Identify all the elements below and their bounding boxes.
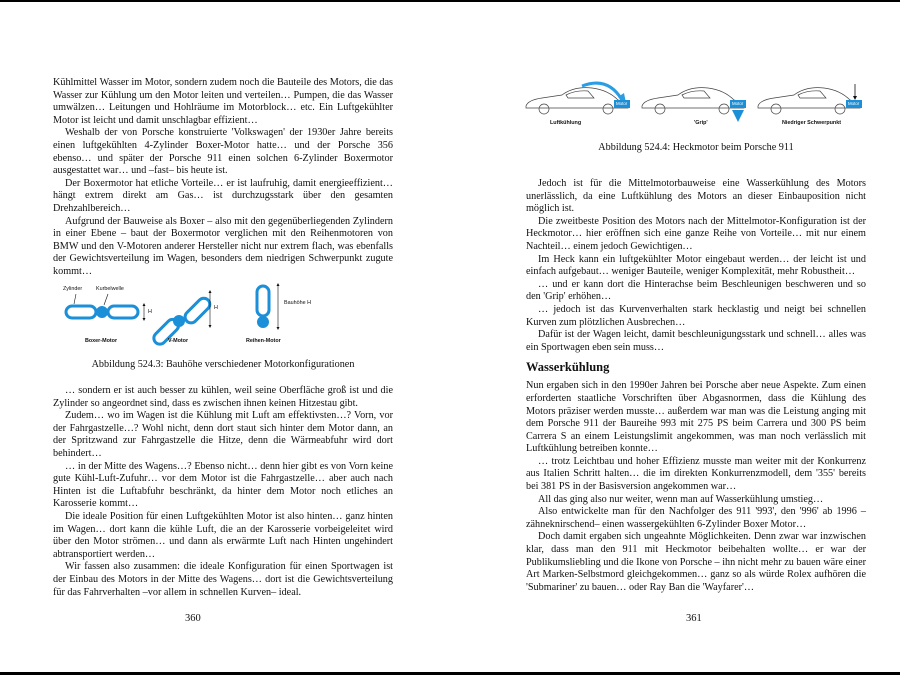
- boxer-label: Boxer-Motor: [85, 338, 118, 344]
- engine-configuration-figure: [60, 282, 390, 350]
- reihen-motor-label: Reihen-Motor: [246, 338, 281, 344]
- paragraph: Also entwickelte man für den Nachfolger des 911 '993', den '996' ab 1996 –zähneknirschend– einen wassergekühlten 6-Zylinder Boxer Motor…: [526, 506, 866, 530]
- boxer-cylinder-left: [66, 306, 96, 318]
- page-number: 360: [185, 613, 201, 624]
- figure-caption: Abbildung 524.3: Bauhöhe verschiedener Motorkonfigurationen: [91, 359, 355, 370]
- paragraph: Die ideale Position für einen Luftgekühlten Motor ist also hinten… ganz hinten im Wagen… dort kann die kühle Luft, die an der Karosserie vorbeigeleitet wird über den Motor strömen… und dann als erwärmte Luft nach Hinten ungehindert abtransportiert werden…: [53, 510, 393, 560]
- paragraph: All das ging also nur weiter, wenn man auf Wasserkühlung umstieg…: [538, 493, 824, 505]
- car-outline-1: [526, 88, 628, 114]
- inline-cylinder: [257, 286, 269, 316]
- car-outline-3: [758, 88, 860, 114]
- schwerpunkt-label: Niedriger Schwerpunkt: [782, 120, 842, 126]
- paragraph: Der Boxermotor hat etliche Vorteile… er ist laufruhig, damit energieeffizient… hängt extrem direkt am Gas… ist durchzugsstark über den gesamten Drehzahlbereich…: [53, 177, 393, 214]
- motor-label: Motor: [848, 101, 860, 106]
- car-outline-2: [642, 88, 744, 114]
- figure-caption: Abbildung 524.4: Heckmotor beim Porsche 911: [598, 142, 794, 153]
- paragraph: Nun ergaben sich in den 1990er Jahren bei Porsche aber neue Aspekte. Zum einen erforderten staatliche Vorschriften über Abgasnormen, dass die Kühlung des Motors präziser werden musste… außerdem war man was die Leistung anging mit dem Porsche 911 der Baureihe 993 mit 275 PS beim Carrera und 300 PS beim Carrera S an einem Leistungslimit angekommen, was man noch verlässlich mit Luftkühlung betreiben konnte…: [526, 380, 866, 455]
- motor-label: Motor: [616, 101, 628, 106]
- grip-arrow: [732, 110, 744, 122]
- left-text-block-2: [53, 385, 393, 599]
- heckmotor-figure: [522, 78, 870, 130]
- right-page: [450, 0, 900, 675]
- paragraph: Kühlmittel Wasser im Motor, sondern zudem noch die Bauteile des Motors, die das Wasser zur Kühlung um den Motor leiten und verteilen… Pumpen, die das Wasser umwälzen… Leitungen und Hohlräume im Motorblock… etc. Ein Luftgekühlter Motor ist leicht und damit unschlagbar effizient…: [53, 77, 393, 126]
- height-label: H: [148, 309, 152, 315]
- paragraph: … und er kann dort die Hinterachse beim Beschleunigen beschweren und so den 'Grip' erhöhen…: [526, 278, 866, 303]
- paragraph: Dafür ist der Wagen leicht, damit beschleunigungsstark und schnell… alles was ein Sportwagen eben sein muss…: [526, 329, 866, 353]
- paragraph: … trotz Leichtbau und hoher Effizienz musste man weiter mit der Konkurrenz aus Italien Schritt halten… die im direkten Konkurrenzmodell, dem '355' bereits bei 381 PS in der Basisversion angekommen war…: [526, 455, 866, 493]
- v-motor-label: V-Motor: [168, 338, 189, 344]
- paragraph: Weshalb der von Porsche konstruierte 'Volkswagen' der 1930er Jahre bereits einen luftgekühlten 4-Zylinder Boxer-Motor hatte… und der Porsche 356 ebenso… und später der Porsche 911 einen solchen 6-Zylinder Boxermotor ausgestattet war… und –fast– bis heute ist.: [53, 127, 393, 177]
- paragraph: Wir fassen also zusammen: die ideale Konfiguration für einen Sportwagen ist der Einbau des Motors in der Mitte des Wagens… dort ist die Gewichtsverteilung für das Fahrverhalten –vor allem in schnellen Kurven– ideal.: [53, 561, 393, 598]
- page-number: 361: [686, 613, 702, 624]
- v-crankshaft: [173, 315, 185, 327]
- paragraph: Jedoch ist für die Mittelmotorbauweise eine Wasserkühlung des Motors unerlässlich, da eine Luftkühlung des Motors an dieser Einbauposition nicht möglich ist.: [526, 178, 866, 215]
- inline-crankshaft: [257, 316, 269, 328]
- paragraph: Doch damit ergaben sich ungeahnte Möglichkeiten. Denn zwar war inzwischen klar, dass man den 911 mit Heckmotor beibehalten wollte… er war der Publikumsliebling und die Ikone von Porsche – ihn nicht mehr zu bauen wäre einer Art Marken-Selbstmord gleichgekommen… ganz so als würde Rolex aufhören die 'Submariner' zu bauen… oder Ray Ban die 'Wayfarer'…: [526, 531, 866, 593]
- left-text-block-1: [53, 77, 393, 279]
- luftkuehlung-label: Luftkühlung: [550, 120, 582, 126]
- height-label: H: [214, 305, 218, 311]
- paragraph: … jedoch ist das Kurvenverhalten stark hecklastig und neigt bei schnellen Kurven zum plötzlichen Ausbrechen…: [526, 303, 866, 328]
- grip-label: 'Grip': [694, 120, 708, 126]
- paragraph: Aufgrund der Bauweise als Boxer – also mit den gegenüberliegenden Zylindern in einer Ebene – baut der Boxermotor verglichen mit den Reihenmotoren von BMW und den V-Motoren anderer Hersteller nicht nur extrem flach, was ebenfalls der Gewichtsverteilung im Wagen, besonders dem niedrigen Schwerpunkt zugute kommt…: [53, 215, 393, 277]
- paragraph: Die zweitbeste Position des Motors nach der Mittelmotor-Konfiguration ist der Heckmotor… hier eröffnen sich eine ganze Reihe von Vorteile… mit nur einem Nachteil… einem jedoch Gewichtigen…: [526, 215, 866, 252]
- v-cylinder-right: [183, 296, 213, 326]
- cylinder-label: Zylinder: [63, 286, 83, 292]
- paragraph: Zudem… wo im Wagen ist die Kühlung mit Luft am effektivsten…? Vorn, vor der Fahrgastzelle…? Wohl nicht, denn dort staut sich hinter dem Motor dann, an der Spritzwand zur Fahrgastzelle die Hitze, denn die Wärmeabfuhr wird dort behindert…: [53, 410, 393, 459]
- bauhoehe-label: Bauhöhe H: [284, 300, 311, 306]
- boxer-crankshaft: [96, 306, 108, 318]
- paragraph: … in der Mitte des Wagens…? Ebenso nicht… denn hier gibt es von Vorn keine gute Kühl-Luft-Zufuhr… vor dem Motor ist die Fahrgastzelle… aber auch nach Hinten ist die Luftabfuhr beschränkt, da hinter dem Motor noch etliches an Karosserie kommt…: [53, 460, 393, 510]
- crankshaft-label: Kurbelwelle: [96, 286, 124, 292]
- boxer-cylinder-right: [108, 306, 138, 318]
- paragraph: … sondern er ist auch besser zu kühlen, weil seine Oberfläche groß ist und die Zylinder so angeordnet sind, dass es zwischen ihnen keinen Hitzestau gibt.: [53, 385, 393, 409]
- paragraph: Im Heck kann ein luftgekühlter Motor eingebaut werden… der leicht ist und einfach aufgebaut… weniger Bauteile, weniger Komplexität, mehr Robustheit…: [526, 253, 866, 278]
- right-text-block: [526, 178, 866, 594]
- motor-label: Motor: [732, 101, 744, 106]
- section-heading: Wasserkühlung: [526, 360, 610, 375]
